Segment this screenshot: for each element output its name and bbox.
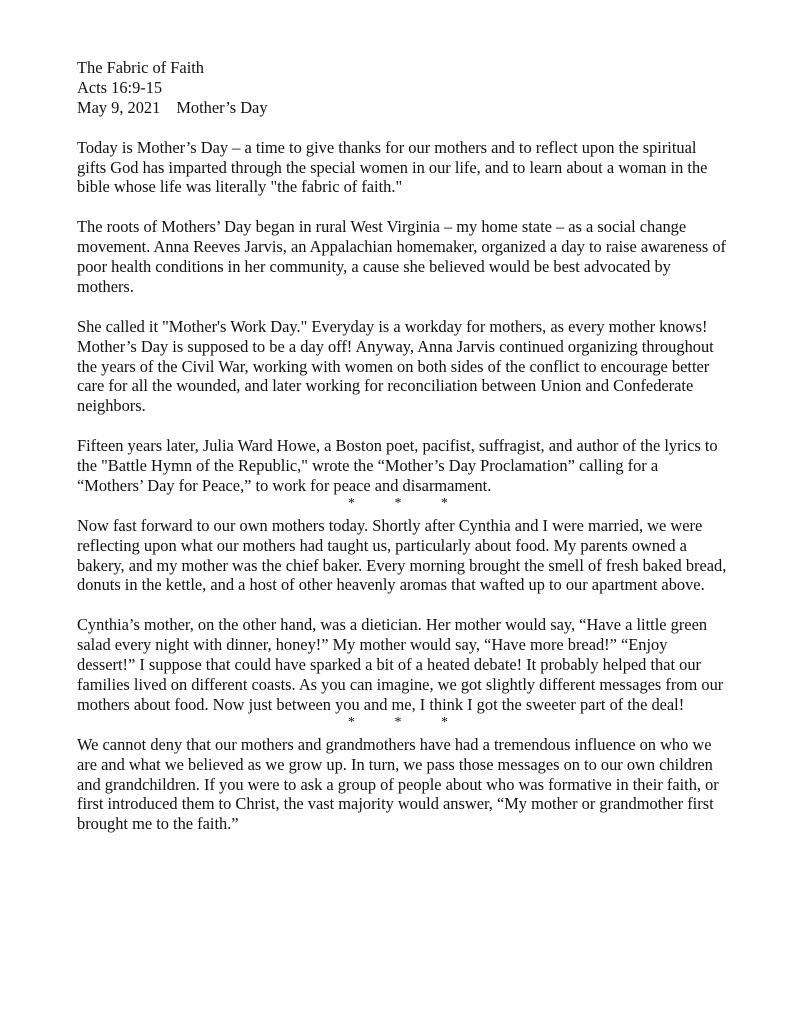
- scripture-reference: Acts 16:9-15: [77, 77, 163, 97]
- sermon-header: [77, 58, 727, 118]
- document-page: [77, 58, 727, 854]
- section-separator: * * *: [348, 714, 466, 730]
- sermon-occasion: Mother’s Day: [176, 97, 268, 117]
- paragraph: She called it "Mother's Work Day." Everyday is a workday for mothers, as every mother knows! Mother’s Day is supposed to be a day off! Anyway, Anna Jarvis continued organizing throughout the years of the Civil War, working with women on both sides of the conflict to encourage better care for all the wounded, and later working for reconciliation between Union and Confederate neighbors.: [77, 316, 714, 416]
- date-line: [77, 98, 727, 118]
- section-separator: * * *: [348, 495, 466, 511]
- paragraph: Cynthia’s mother, on the other hand, was a dietician. Her mother would say, “Have a little green salad every night with dinner, honey!” My mother would say, “Have more bread!” “Enjoy dessert!” I suppose that could have sparked a bit of a heated debate! It probably helped that our families lived on different coasts. As you can imagine, we got slightly different messages from our mothers about food. Now just between you and me, I think I got the sweeter part of the deal!: [77, 615, 724, 714]
- paragraph: Today is Mother’s Day – a time to give thanks for our mothers and to reflect upon the spiritual gifts God has imparted through the special women in our life, and to learn about a woman in the bible whose life was literally "the fabric of faith.": [77, 137, 708, 197]
- sermon-date: May 9, 2021: [77, 97, 161, 117]
- paragraph: Fifteen years later, Julia Ward Howe, a Boston poet, pacifist, suffragist, and author of the lyrics to the "Battle Hymn of the Republic," wrote the “Mother’s Day Proclamation” calling for a “Mothers’ Day for Peace,” to work for peace and disarmament.: [77, 436, 718, 495]
- paragraph: We cannot deny that our mothers and grandmothers have had a tremendous influence on who we are and what we believed as we grow up. In turn, we pass those messages on to our own children and grandchildren. If you were to ask a group of people about who was formative in their faith, or first introduced them to Christ, the vast majority would answer, “My mother or grandmother first brought me to the faith.”: [77, 734, 719, 834]
- paragraph: Now fast forward to our own mothers today. Shortly after Cynthia and I were married, we were reflecting upon what our mothers had taught us, particularly about food. My parents owned a bakery, and my mother was the chief baker. Every morning brought the smell of fresh baked bread, donuts in the kettle, and a host of other heavenly aromas that wafted up to our apartment above.: [77, 515, 727, 595]
- paragraph: The roots of Mothers’ Day began in rural West Virginia – my home state – as a social change movement. Anna Reeves Jarvis, an Appalachian homemaker, organized a day to raise awareness of poor health conditions in her community, a cause she believed would be best advocated by mothers.: [77, 217, 726, 296]
- sermon-title: The Fabric of Faith: [77, 58, 204, 77]
